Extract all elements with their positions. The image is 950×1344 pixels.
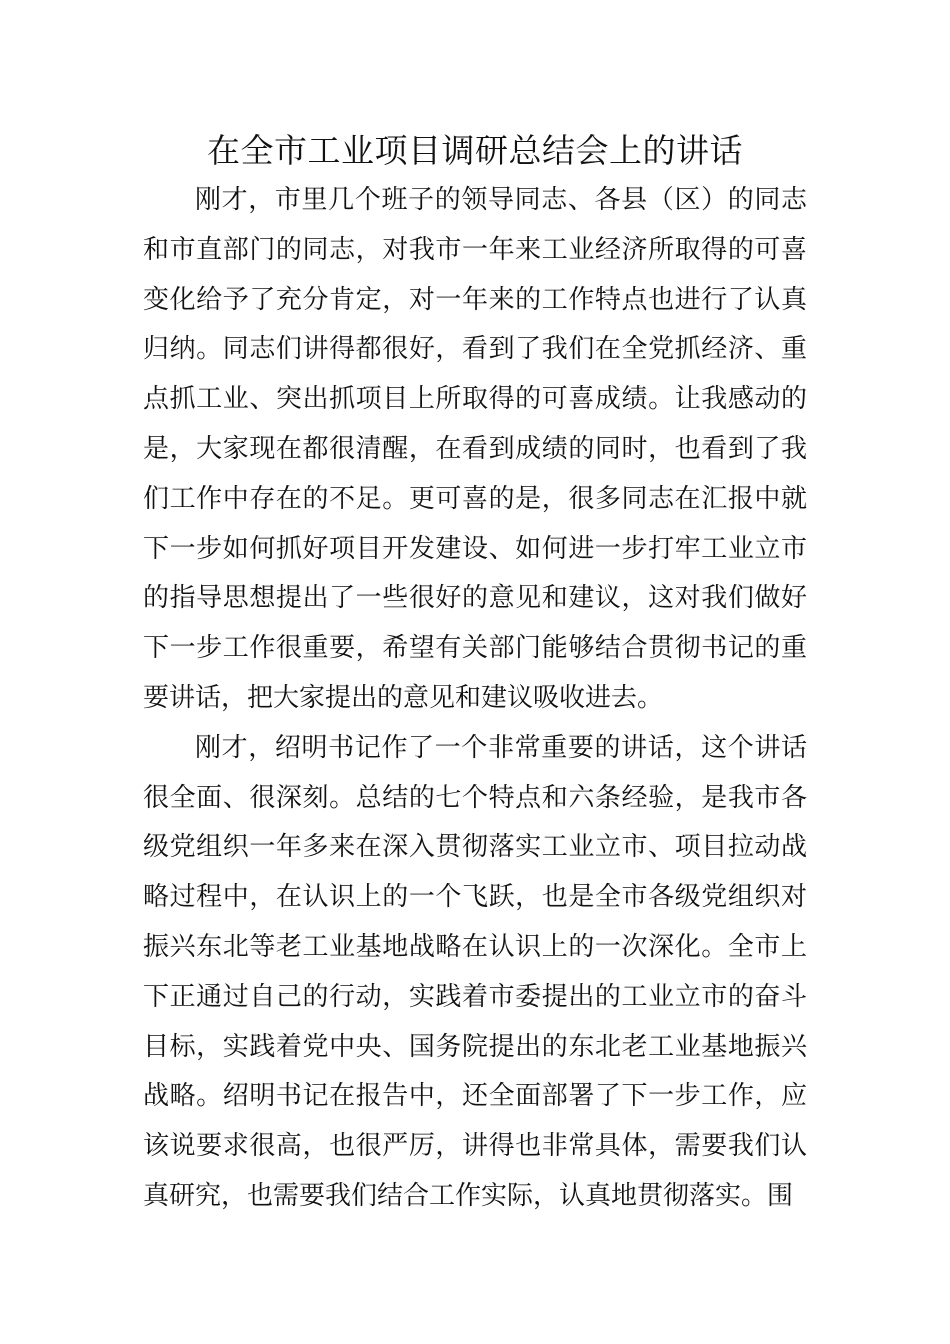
document-body [143, 176, 807, 1222]
document-title: 在全市工业项目调研总结会上的讲话 [207, 131, 743, 170]
paragraph-2: 刚才，绍明书记作了一个非常重要的讲话，这个讲话很全面、很深刻。总结的七个特点和六条经验，是我市各级党组织一年多来在深入贯彻落实工业立市、项目拉动战略过程中，在认识上的一个飞跃，也是全市各级党组织对振兴东北等老工业基地战略在认识上的一次深化。全市上下正通过自己的行动，实践着市委提出的工业立市的奋斗目标，实践着党中央、国务院提出的东北老工业基地振兴战略。绍明书记在报告中，还全面部署了下一步工作，应该说要求很高，也很严厉，讲得也非常具体，需要我们认真研究，也需要我们结合工作实际，认真地贯彻落实。围 [143, 732, 807, 1211]
paragraph-1: 刚才，市里几个班子的领导同志、各县（区）的同志和市直部门的同志，对我市一年来工业经济所取得的可喜变化给予了充分肯定，对一年来的工作特点也进行了认真归纳。同志们讲得都很好，看到了我们在全党抓经济、重点抓工业、突出抓项目上所取得的可喜成绩。让我感动的是，大家现在都很清醒，在看到成绩的同时，也看到了我们工作中存在的不足。更可喜的是，很多同志在汇报中就下一步如何抓好项目开发建设、如何进一步打牢工业立市的指导思想提出了一些很好的意见和建议，这对我们做好下一步工作很重要，希望有关部门能够结合贯彻书记的重要讲话，把大家提出的意见和建议吸收进去。 [143, 185, 807, 713]
